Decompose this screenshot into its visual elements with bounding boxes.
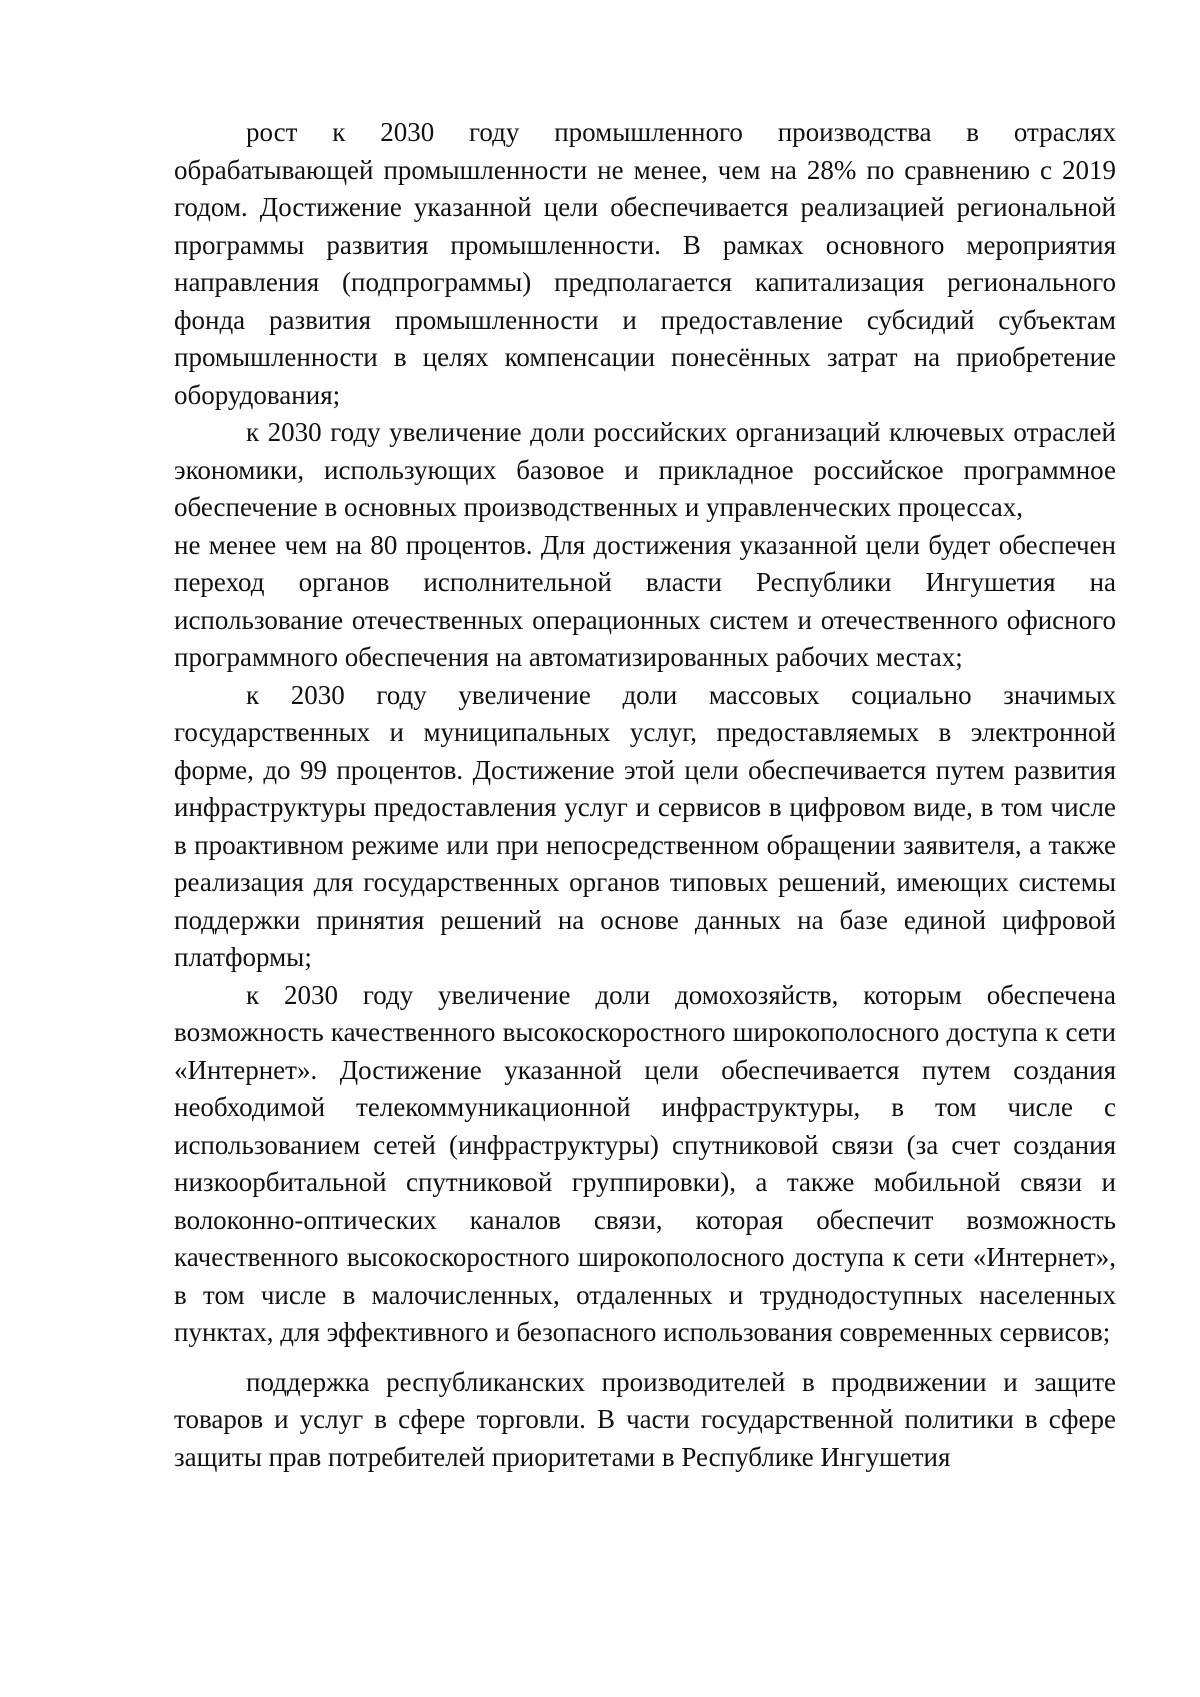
document-body [174, 114, 1116, 1476]
paragraph-industrial-production: рост к 2030 году промышленного производства в отраслях обрабатывающей промышленности не менее, чем на 28% по сравнению с 2019 годом. Достижение указанной цели обеспечивается реализацией региональной программы развития промышленности. В рамках основного мероприятия направления (подпрограммы) предполагается капитализация регионального фонда развития промышленности и предоставление субсидий субъектам промышленности в целях компенсации понесённых затрат на приобретение оборудования; [174, 117, 1116, 410]
paragraph-trade-support: поддержка республиканских производителей в продвижении и защите товаров и услуг в сфере торговли. В части государственной политики в сфере защиты прав потребителей приоритетами в Республике Ингушетия [174, 1366, 1116, 1472]
paragraph-broadband-access: к 2030 году увеличение доли домохозяйств, которым обеспечена возможность качественного высокоскоростного широкополосного доступа к сети «Интернет». Достижение указанной цели обеспечивается путем создания необходимой телекоммуникационной инфраструктуры, в том числе с использованием сетей (инфраструктуры) спутниковой связи (за счет создания низкоорбитальной спутниковой группировки), а также мобильной связи и волоконно-оптических каналов связи, которая обеспечит возможность качественного высокоскоростного широкополосного доступа к сети «Интернет», в том числе в малочисленных, отдаленных и труднодоступных населенных пунктах, для эффективного и безопасного использования современных сервисов; [174, 979, 1116, 1347]
paragraph-electronic-services: к 2030 году увеличение доли массовых социально значимых государственных и муниципальных услуг, предоставляемых в электронной форме, до 99 процентов. Достижение этой цели обеспечивается путем развития инфраструктуры предоставления услуг и сервисов в цифровом виде, в том числе в проактивном режиме или при непосредственном обращении заявителя, а также реализация для государственных органов типовых решений, имеющих системы поддержки принятия решений на основе данных на базе единой цифровой платформы; [174, 679, 1116, 972]
paragraph-domestic-software: к 2030 году увеличение доли российских организаций ключевых отраслей экономики, использующих базовое и прикладное российское программное обеспечение в основных производственных и управленческих процессах, [174, 417, 1116, 522]
paragraph-software-transition: не менее чем на 80 процентов. Для достижения указанной цели будет обеспечен переход органов исполнительной власти Республики Ингушетия на использование отечественных операционных систем и отечественного офисного программного обеспечения на автоматизированных рабочих местах; [174, 529, 1116, 672]
